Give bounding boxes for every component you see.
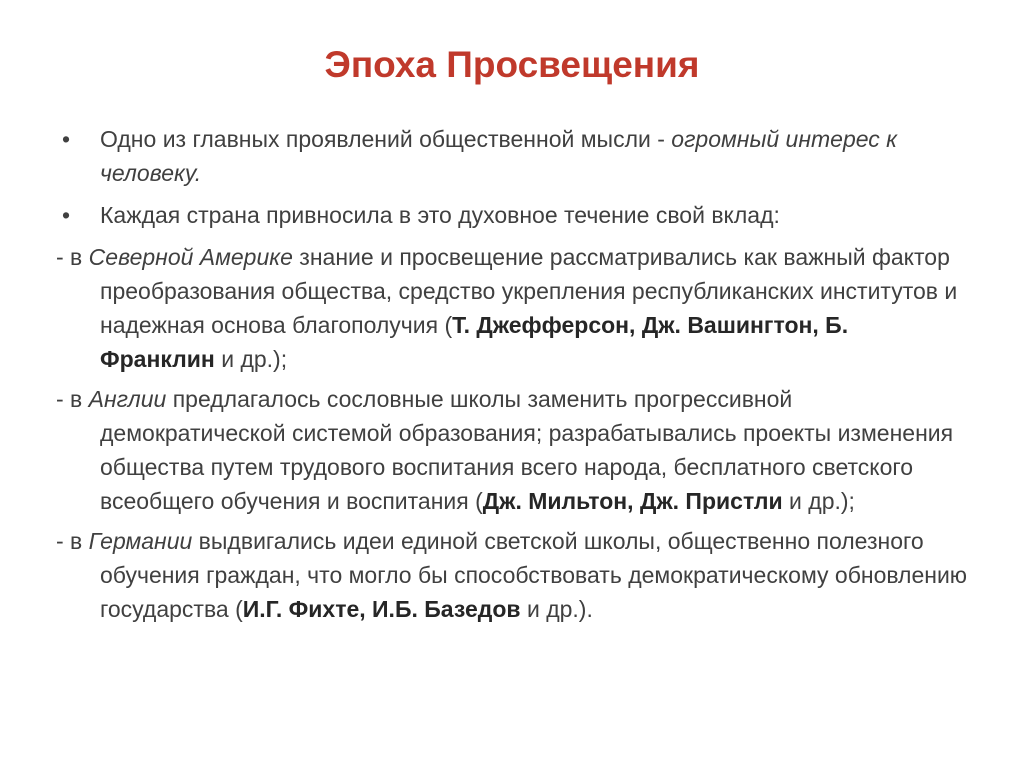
country-text: предлагалось сословные школы заменить прогрессивной демократической системой образования; разрабатывались проекты изменения общества путем трудового воспитания всего народа, бесплатного светского всеобщего обучения и воспитания ( (100, 386, 954, 514)
person-names: Т. Джефферсон, Дж. Вашингтон, Б. Франклин (100, 312, 849, 372)
country-name: Северной Америке (88, 244, 293, 270)
dash-prefix: - в (56, 386, 89, 412)
country-item-germany (56, 524, 968, 626)
dash-prefix: - в (56, 244, 89, 270)
bullet-marker: • (62, 126, 71, 152)
bullet-italic-text: огромный интерес к человеку. (100, 126, 898, 186)
country-suffix: и др.); (214, 346, 288, 372)
country-suffix: и др.); (782, 488, 855, 514)
bullet-marker: • (62, 202, 71, 228)
country-suffix: и др.). (520, 596, 593, 622)
dash-prefix: - в (56, 528, 89, 554)
country-text: знание и просвещение рассматривались как важный фактор преобразования общества, средство укрепления республиканских институтов и надежная основа благополучия ( (100, 244, 958, 338)
person-names: Дж. Мильтон, Дж. Пристли (482, 488, 783, 514)
bullet-text: Одно из главных проявлений общественной мысли - (100, 126, 672, 152)
country-name: Англии (88, 386, 167, 412)
person-names: И.Г. Фихте, И.Б. Базедов (242, 596, 521, 622)
bullet-item (56, 198, 968, 232)
country-name: Германии (88, 528, 193, 554)
country-text: выдвигались идеи единой светской школы, общественно полезного обучения граждан, что могло бы способствовать демократическому обновлению государства ( (100, 528, 968, 622)
bullet-item (56, 122, 968, 190)
slide-content (56, 122, 968, 632)
slide-title: Эпоха Просвещения (324, 44, 700, 85)
country-item-north-america (56, 240, 968, 376)
country-item-england (56, 382, 968, 518)
bullet-text: Каждая страна привносила в это духовное течение свой вклад: (100, 202, 780, 228)
